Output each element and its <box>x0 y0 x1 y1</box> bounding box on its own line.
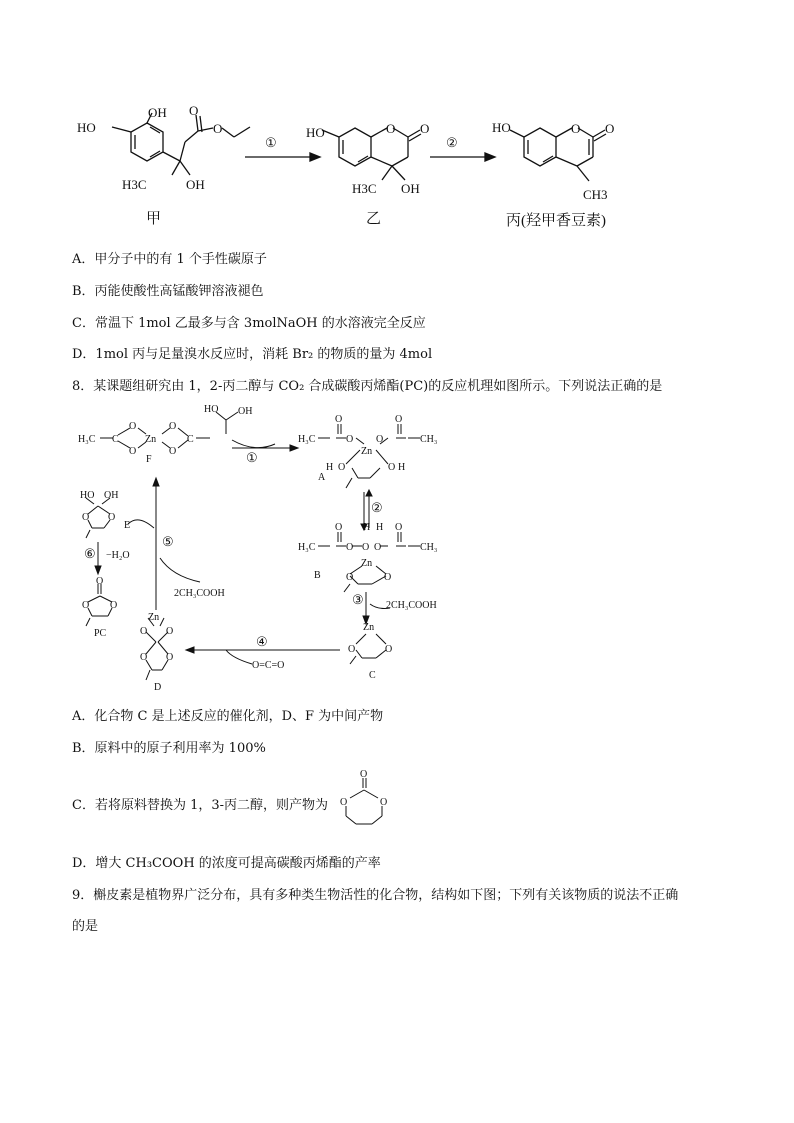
step-2-label: ② <box>446 135 458 150</box>
jia-carbonyl-o-label: O <box>189 103 199 118</box>
yi-carbonyl-o-label: O <box>420 121 430 136</box>
c-o2-label: O <box>385 644 393 655</box>
q7-option-c: C．常温下 1mol 乙最多与含 3molNaOH 的水溶液完全反应 <box>72 316 426 331</box>
species-a-label: A <box>318 472 326 483</box>
c-zn-label: Zn <box>363 622 375 633</box>
q8-option-b: B．原料中的原子利用率为 100% <box>72 741 266 756</box>
c-o1-label: O <box>348 644 356 655</box>
a-o3-label: O <box>376 434 384 445</box>
a-o4-label: O <box>395 414 403 425</box>
a-o5-label: O <box>338 462 346 473</box>
f-zn-label: Zn <box>145 434 157 445</box>
step-1-cycle-label: ① <box>246 450 258 465</box>
yi-ring-o-label: O <box>386 121 396 136</box>
yi-oh-label: OH <box>401 181 420 196</box>
step-3-cycle-label: ③ <box>352 592 364 607</box>
f-o4-label: O <box>169 446 177 457</box>
opt-c-o1-label: O <box>340 797 348 808</box>
b-o2-label: O <box>346 542 354 553</box>
bing-ch3-label: CH3 <box>583 187 608 202</box>
b-h2-label: H <box>376 522 384 533</box>
bing-carbonyl-o-label: O <box>605 121 615 136</box>
opt-c-o2-label: O <box>380 797 388 808</box>
d-o4-label: O <box>166 652 174 663</box>
q7-option-a: A．甲分子中的有 1 个手性碳原子 <box>72 252 267 267</box>
step-5-reagent: 2CH₃COOH <box>174 588 225 599</box>
f-c2-label: C <box>187 434 194 445</box>
species-f-label: F <box>146 454 152 465</box>
pc-o-carbonyl-label: O <box>96 576 104 587</box>
bing-ho-label: HO <box>492 120 511 135</box>
opt-c-o-carbonyl-label: O <box>360 769 368 780</box>
d-zn-label: Zn <box>148 612 160 623</box>
f-o1-label: O <box>129 421 137 432</box>
d-o1-label: O <box>140 626 148 637</box>
b-o3-label: O <box>362 542 370 553</box>
e-oh-label: OH <box>104 490 119 501</box>
step-4-cycle-label: ④ <box>256 634 268 649</box>
pc-o2-label: O <box>110 600 118 611</box>
f-o3-label: O <box>169 421 177 432</box>
q7-option-b: B．丙能使酸性高锰酸钾溶液褪色 <box>72 284 264 299</box>
species-pc-label: PC <box>94 628 107 639</box>
step-2-cycle-label: ② <box>371 500 383 515</box>
species-e-label: E <box>124 520 131 531</box>
e-o2-label: O <box>108 512 116 523</box>
yi-name: 乙 <box>366 211 382 227</box>
b-h3c-label: H₃C <box>298 542 316 553</box>
q7-reaction-scheme <box>0 95 794 245</box>
q7-option-d: D．1mol 丙与足量溴水反应时，消耗 Br₂ 的物质的量为 4mol <box>72 347 433 362</box>
b-zn-label: Zn <box>361 558 373 569</box>
species-d-label: D <box>154 682 162 693</box>
a-h1-label: H <box>326 462 334 473</box>
yi-ho-label: HO <box>306 125 325 140</box>
q9-stem-line2: 的是 <box>72 919 99 934</box>
step-5-cycle-label: ⑤ <box>162 534 174 549</box>
b-o6-label: O <box>346 572 354 583</box>
a-o6-label: O <box>388 462 396 473</box>
species-b-label: B <box>314 570 321 581</box>
yi-h3c-label: H3C <box>352 181 377 196</box>
f-c1-label: C <box>112 434 119 445</box>
a-zn-label: Zn <box>361 446 373 457</box>
co2-label: O=C=O <box>252 660 285 671</box>
e-ho-label: HO <box>80 490 95 501</box>
a-o1-label: O <box>335 414 343 425</box>
b-o7-label: O <box>384 572 392 583</box>
diol-oh-label: OH <box>238 406 253 417</box>
step-3-byproduct: 2CH₃COOH <box>386 600 437 611</box>
bing-name: 丙(羟甲香豆素) <box>506 213 606 229</box>
jia-oh-top-label: OH <box>148 105 167 120</box>
a-o2-label: O <box>346 434 354 445</box>
jia-h3c-label: H3C <box>122 177 147 192</box>
b-o1-label: O <box>335 522 343 533</box>
b-ch3-label: CH₃ <box>420 542 438 553</box>
step-6-dehydration: −H₂O <box>106 550 130 561</box>
f-h3c-label: H₃C <box>78 434 96 445</box>
q8-option-a: A．化合物 C 是上述反应的催化剂，D、F 为中间产物 <box>72 709 384 724</box>
f-o2-label: O <box>129 446 137 457</box>
bing-ring-o-label: O <box>571 121 581 136</box>
q8-option-c: C．若将原料替换为 1，3-丙二醇，则产物为 <box>72 798 329 813</box>
b-o5-label: O <box>395 522 403 533</box>
a-h3c-label: H₃C <box>298 434 316 445</box>
a-h2-label: H <box>398 462 406 473</box>
pc-o1-label: O <box>82 600 90 611</box>
species-c-label: C <box>369 670 376 681</box>
step-1-label: ① <box>265 135 277 150</box>
e-o1-label: O <box>82 512 90 523</box>
d-o2-label: O <box>166 626 174 637</box>
d-o3-label: O <box>140 652 148 663</box>
step-6-cycle-label: ⑥ <box>84 546 96 561</box>
jia-oh-label: OH <box>186 177 205 192</box>
q8-stem: 8．某课题组研究由 1，2-丙二醇与 CO₂ 合成碳酸丙烯酯(PC)的反应机理如图所示。下列说法正确的是 <box>72 379 663 394</box>
jia-name: 甲 <box>146 211 162 227</box>
q8-mechanism-cycle <box>0 398 794 703</box>
b-h1-label: H <box>363 522 371 533</box>
jia-ho-label: HO <box>77 120 96 135</box>
a-ch3-label: CH₃ <box>420 434 438 445</box>
diol-ho-label: HO <box>204 404 219 415</box>
jia-ester-o-label: O <box>213 121 223 136</box>
q8-option-c-product-structure <box>330 768 400 834</box>
q9-stem-line1: 9．槲皮素是植物界广泛分布，具有多种类生物活性的化合物，结构如下图；下列有关该物质的说法不正确 <box>72 888 679 903</box>
b-o4-label: O <box>374 542 382 553</box>
q8-option-d: D．增大 CH₃COOH 的浓度可提高碳酸丙烯酯的产率 <box>72 856 381 871</box>
